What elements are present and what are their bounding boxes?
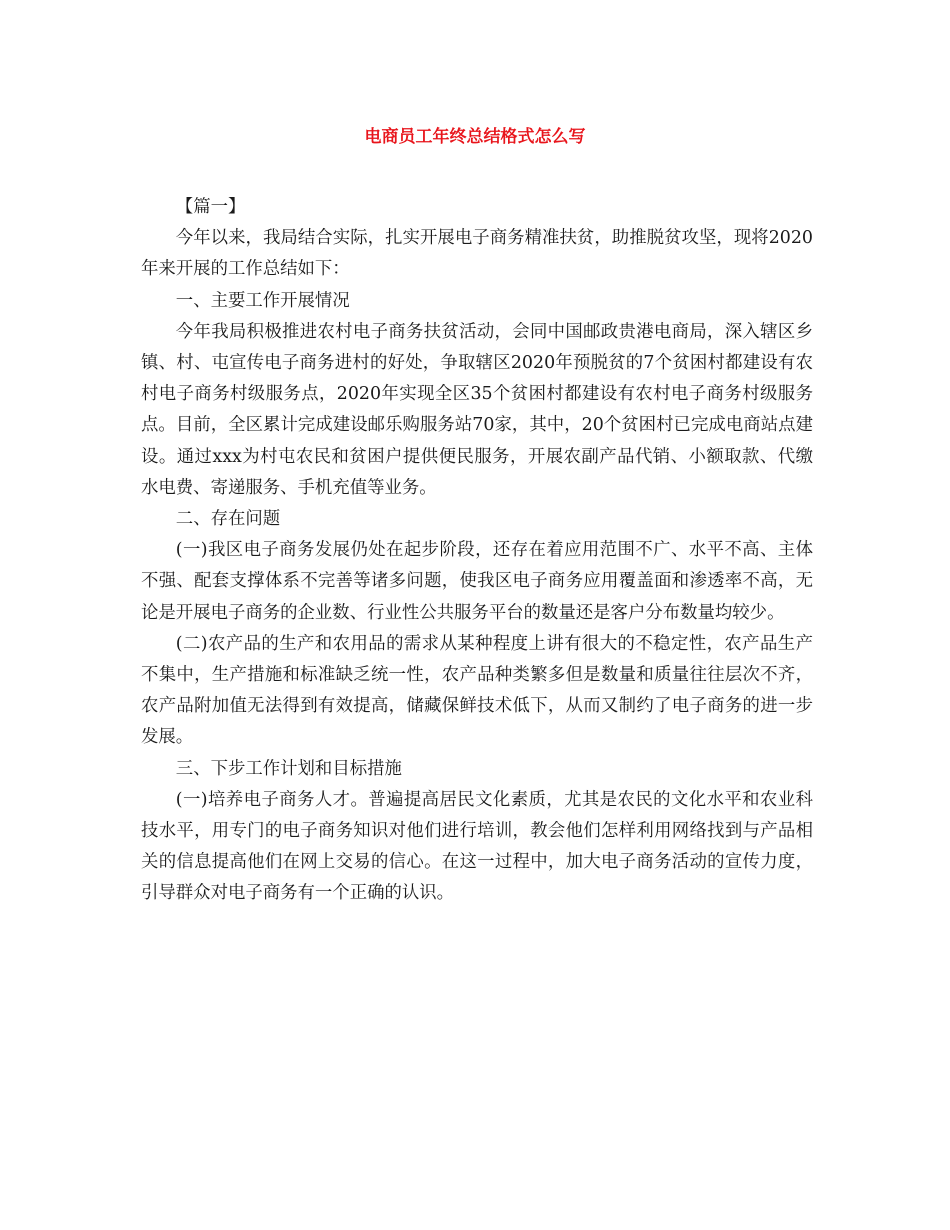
section-heading-3: 三、下步工作计划和目标措施 [175,758,402,779]
body-paragraph-1: 今年我局积极推进农村电子商务扶贫活动，会同中国邮政贵港电商局，深入辖区乡镇、村、屯宣传电子商务进村的好处，争取辖区2020年预脱贫的7个贫困村都建设有农村电子商务村级服务点，2020年实现全区35个贫困村都建设有农村电子商务村级服务点。目前，全区累计完成建设邮乐购服务站70家，其中，20个贫困村已完成电商站点建设。通过xxx为村屯农民和贫困户提供便民服务，开展农副产品代销、小额取款、代缴水电费、寄递服务、手机充值等业务。 [141,321,813,498]
body-paragraph-2: (一)我区电子商务发展仍处在起步阶段，还存在着应用范围不广、水平不高、主体不强、配套支撑体系不完善等诸多问题，使我区电子商务应用覆盖面和渗透率不高，无论是开展电子商务的企业数、行业性公共服务平台的数量还是客户分布数量均较少。 [141,540,813,623]
section-heading-2: 二、存在问题 [175,509,281,530]
section-label: 【篇一】 [175,197,246,217]
section-heading-1: 一、主要工作开展情况 [175,290,350,311]
intro-paragraph: 今年以来，我局结合实际，扎实开展电子商务精准扶贫，助推脱贫攻坚，现将2020年来开展的工作总结如下： [141,228,813,280]
body-paragraph-3: (二)农产品的生产和农用品的需求从某种程度上讲有很大的不稳定性，农产品生产不集中，生产措施和标准缺乏统一性，农产品种类繁多但是数量和质量往往层次不齐，农产品附加值无法得到有效提高，储藏保鲜技术低下，从而又制约了电子商务的进一步发展。 [141,633,813,748]
body-paragraph-4: (一)培养电子商务人才。普遍提高居民文化素质，尤其是农民的文化水平和农业科技水平，用专门的电子商务知识对他们进行培训，教会他们怎样利用网络找到与产品相关的信息提高他们在网上交易的信心。在这一过程中，加大电子商务活动的宣传力度，引导群众对电子商务有一个正确的认识。 [141,789,813,904]
document-title: 电商员工年终总结格式怎么写 [364,127,586,147]
document-body [141,192,813,910]
